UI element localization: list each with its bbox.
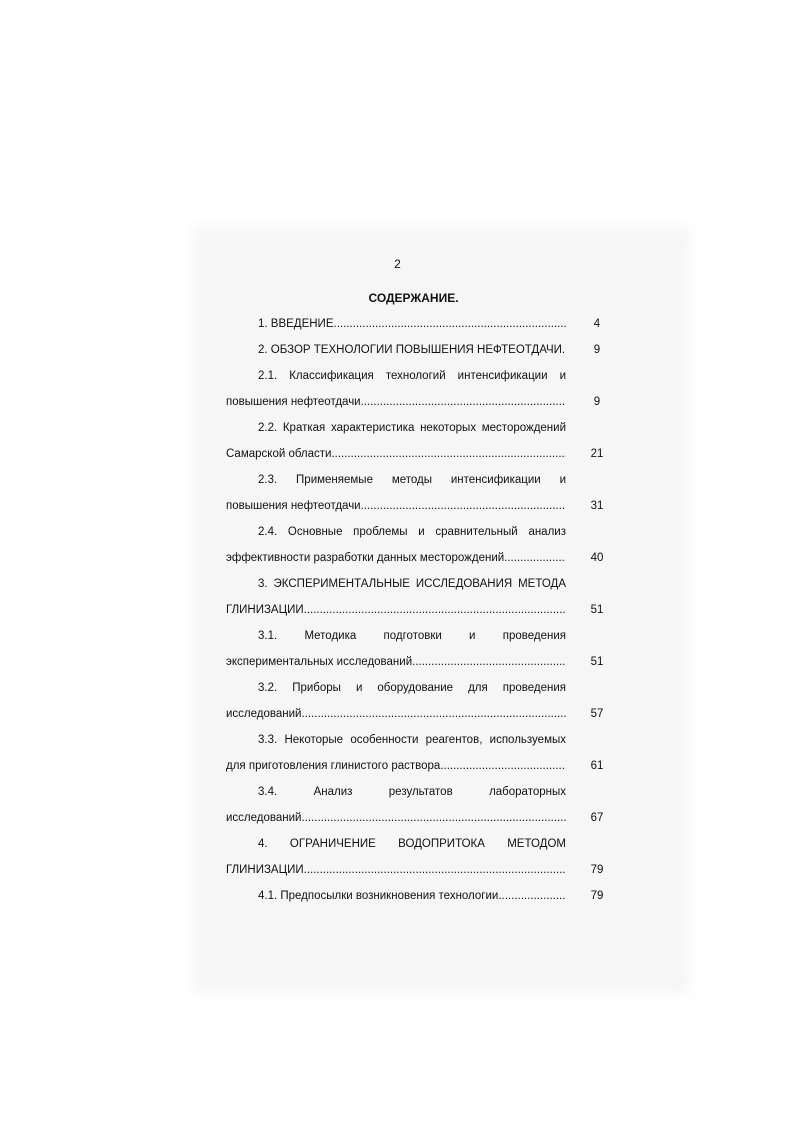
toc-entry-text: повышения нефтеотдачи <box>226 500 361 512</box>
toc-entry-line <box>258 682 566 698</box>
toc-entry-text: экспериментальных исследований <box>226 656 413 668</box>
page-number: 2 <box>394 257 401 271</box>
leader-dots <box>334 318 567 330</box>
toc-page-number: 67 <box>590 812 604 824</box>
leader-dots <box>301 708 566 720</box>
toc-page-number: 40 <box>590 552 604 564</box>
toc-entry-line <box>258 890 566 906</box>
toc-entry-text: 4.1. Предпосылки возникновения технологии <box>258 890 499 902</box>
toc-entry-line <box>226 604 566 620</box>
leader-dots <box>412 656 566 668</box>
toc-entry-line <box>226 864 566 880</box>
toc-entry-text: 3.2. Приборы и оборудование для проведения <box>258 682 566 694</box>
toc-title: СОДЕРЖАНИЕ. <box>368 291 459 305</box>
toc-entry-text: 2.2. Краткая характеристика некоторых месторождений <box>258 422 566 434</box>
toc-entry-text: 2.1. Классификация технологий интенсификации и <box>258 370 566 382</box>
leader-dots <box>361 500 566 512</box>
toc-page-number: 57 <box>590 708 604 720</box>
toc-page-number: 4 <box>593 318 601 330</box>
toc-entry-line <box>226 448 566 464</box>
leader-dots <box>304 604 566 616</box>
leader-dots <box>331 448 566 460</box>
toc-entry-line <box>258 786 566 802</box>
toc-entry-text: эффективности разработки данных месторождений <box>226 552 505 564</box>
toc-entry-line <box>226 656 566 672</box>
toc-page-number: 9 <box>593 396 601 408</box>
toc-entry-text: исследований <box>226 708 302 720</box>
toc-entry-line <box>258 630 566 646</box>
toc-entry-line <box>226 396 566 412</box>
toc-entry-line <box>258 370 566 386</box>
toc-entry-text: 3.3. Некоторые особенности реагентов, используемых <box>258 734 566 746</box>
toc-entry-text: 4. ОГРАНИЧЕНИЕ ВОДОПРИТОКА МЕТОДОМ <box>258 838 566 850</box>
toc-page-number: 79 <box>590 890 604 902</box>
toc-entry-text: 3.4. Анализ результатов лабораторных <box>258 786 566 798</box>
toc-page-number: 31 <box>590 500 604 512</box>
toc-entry-text: 3. ЭКСПЕРИМЕНТАЛЬНЫЕ ИССЛЕДОВАНИЯ МЕТОДА <box>258 578 566 590</box>
toc-entry-line <box>258 474 566 490</box>
toc-entry-line <box>258 578 566 594</box>
leader-dots <box>301 812 566 824</box>
toc-entry-line <box>258 318 566 334</box>
toc-entry-line <box>258 344 566 360</box>
leader-dots <box>504 552 566 564</box>
toc-page-number: 51 <box>590 656 604 668</box>
leader-dots <box>361 396 566 408</box>
toc-page-number: 21 <box>590 448 604 460</box>
toc-entry-text: ГЛИНИЗАЦИИ <box>226 604 304 616</box>
toc-page-number: 79 <box>590 864 604 876</box>
toc-page-number: 61 <box>590 760 604 772</box>
toc-entry-line <box>258 734 566 750</box>
leader-dots <box>498 890 566 902</box>
toc-entry-text: повышения нефтеотдачи <box>226 396 361 408</box>
toc-entry-line <box>226 760 566 776</box>
toc-entry-line <box>226 708 566 724</box>
toc-entry-text: для приготовления глинистого раствора <box>226 760 441 772</box>
leader-dots <box>304 864 566 876</box>
toc-entry-text: 2.3. Применяемые методы интенсификации и <box>258 474 566 486</box>
leader-dots <box>562 344 566 356</box>
toc-page-number: 9 <box>593 344 601 356</box>
toc-entry-text: Самарской области <box>226 448 332 460</box>
toc-entry-line <box>258 526 566 542</box>
toc-entry-line <box>226 500 566 516</box>
toc-entry-line <box>258 422 566 438</box>
toc-entry-text: ГЛИНИЗАЦИИ <box>226 864 304 876</box>
leader-dots <box>440 760 566 772</box>
toc-entry-text: 1. ВВЕДЕНИЕ <box>258 318 334 330</box>
toc-entry-line <box>258 838 566 854</box>
toc-entry-text: 2.4. Основные проблемы и сравнительный анализ <box>258 526 566 538</box>
toc-entry-text: 3.1. Методика подготовки и проведения <box>258 630 566 642</box>
toc-entry-line <box>226 552 566 568</box>
toc-entry-line <box>226 812 566 828</box>
toc-page-number: 51 <box>590 604 604 616</box>
toc-entry-text: 2. ОБЗОР ТЕХНОЛОГИЙ ПОВЫШЕНИЯ НЕФТЕОТДАЧИ <box>258 344 562 356</box>
toc-entry-text: исследований <box>226 812 302 824</box>
